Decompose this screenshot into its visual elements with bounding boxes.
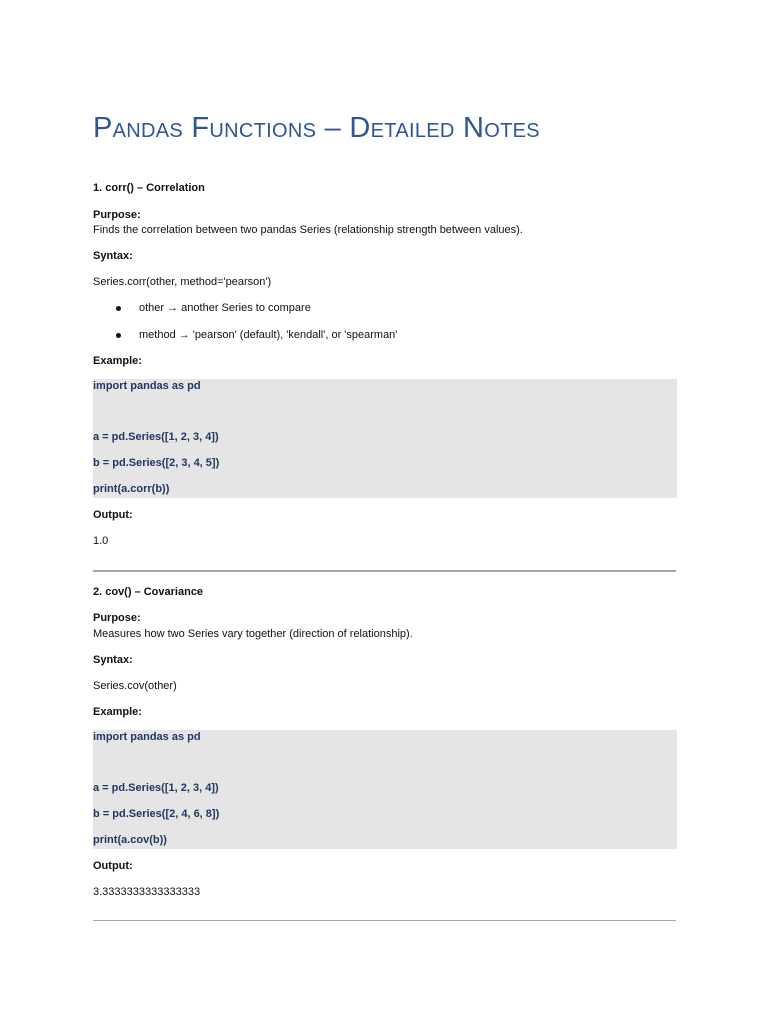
bullet-item: method → 'pearson' (default), 'kendall', or 'spearman' bbox=[139, 329, 398, 341]
code-line: print(a.corr(b)) bbox=[93, 483, 170, 495]
syntax-label: Syntax: bbox=[93, 654, 133, 666]
code-line: b = pd.Series([2, 3, 4, 5]) bbox=[93, 457, 220, 469]
code-line: print(a.cov(b)) bbox=[93, 834, 167, 846]
syntax-label: Syntax: bbox=[93, 250, 133, 262]
purpose-text: Measures how two Series vary together (direction of relationship). bbox=[93, 628, 413, 640]
output-label: Output: bbox=[93, 860, 133, 872]
syntax-code: Series.corr(other, method='pearson') bbox=[93, 276, 272, 288]
bullet-icon bbox=[116, 333, 121, 338]
bullet-item: other → another Series to compare bbox=[139, 302, 311, 314]
code-block bbox=[93, 730, 677, 849]
output-label: Output: bbox=[93, 509, 133, 521]
code-line: a = pd.Series([1, 2, 3, 4]) bbox=[93, 782, 219, 794]
output-value: 3.3333333333333333 bbox=[93, 886, 201, 898]
output-value: 1.0 bbox=[93, 535, 109, 547]
example-label: Example: bbox=[93, 355, 142, 367]
code-line: import pandas as pd bbox=[93, 380, 201, 392]
bullet-icon bbox=[116, 306, 121, 311]
section-heading: 2. cov() – Covariance bbox=[93, 586, 204, 598]
example-label: Example: bbox=[93, 706, 142, 718]
code-block bbox=[93, 379, 677, 498]
page-title: Pandas Functions – Detailed Notes bbox=[93, 112, 540, 144]
purpose-text: Finds the correlation between two pandas Series (relationship strength between values). bbox=[93, 224, 523, 236]
code-line: a = pd.Series([1, 2, 3, 4]) bbox=[93, 431, 219, 443]
syntax-code: Series.cov(other) bbox=[93, 680, 177, 692]
section-heading: 1. corr() – Correlation bbox=[93, 182, 205, 194]
purpose-label: Purpose: bbox=[93, 209, 141, 221]
section-divider bbox=[93, 570, 676, 572]
purpose-label: Purpose: bbox=[93, 612, 141, 624]
section-divider bbox=[93, 920, 676, 921]
code-line: import pandas as pd bbox=[93, 731, 201, 743]
code-line: b = pd.Series([2, 4, 6, 8]) bbox=[93, 808, 220, 820]
